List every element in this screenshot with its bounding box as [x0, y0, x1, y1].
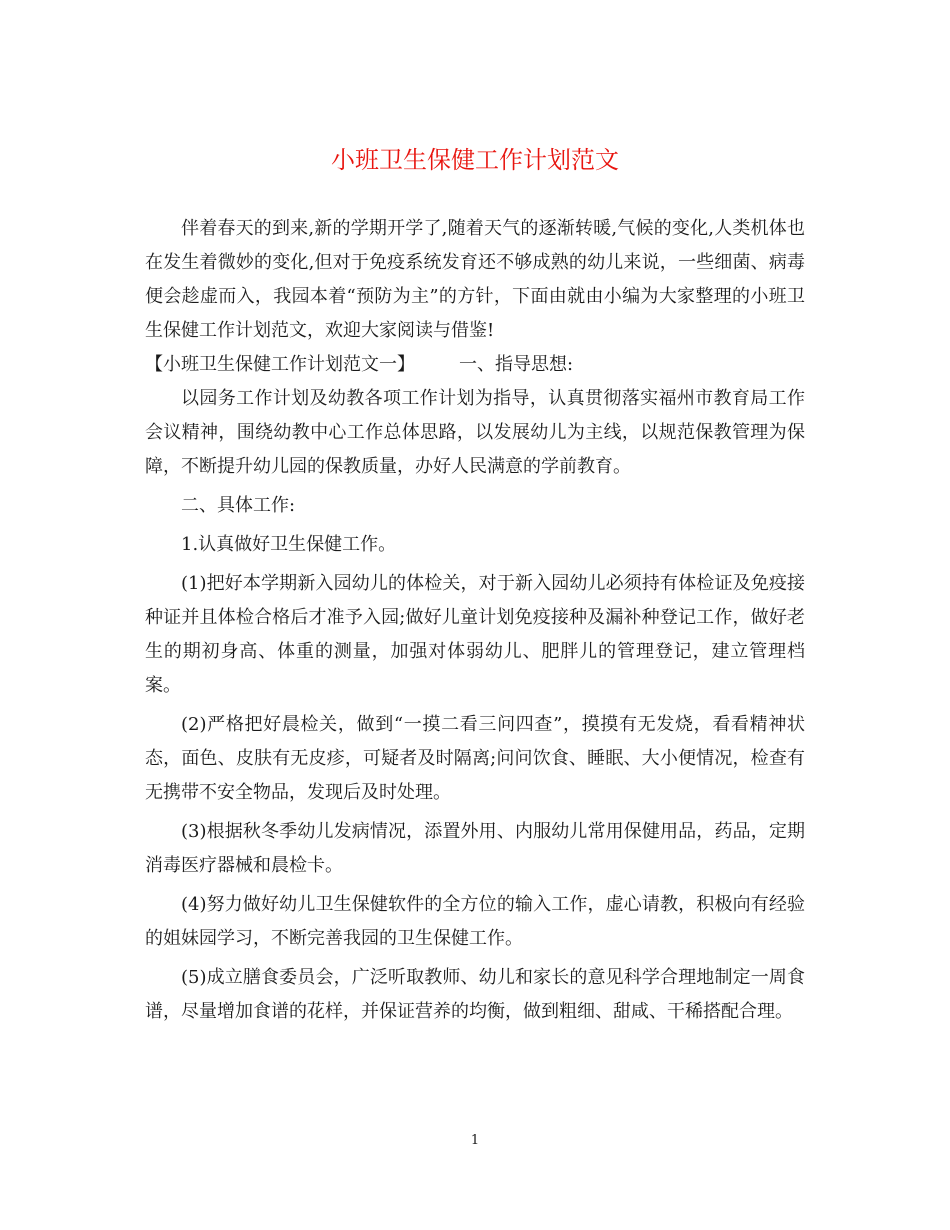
item1-5-paragraph: (5)成立膳食委员会，广泛听取教师、幼儿和家长的意见科学合理地制定一周食谱，尽量增加食谱的花样，并保证营养的均衡，做到粗细、甜咸、干稀搭配合理。 [145, 967, 805, 1022]
section-heading: 一、指导思想: [459, 354, 574, 375]
document-title: 小班卫生保健工作计划范文 [331, 146, 619, 174]
item1-heading: 1.认真做好卫生保健工作。 [181, 534, 397, 555]
guiding-paragraph: 以园务工作计划及幼教各项工作计划为指导，认真贯彻落实福州市教育局工作会议精神，围绕幼教中心工作总体思路，以发展幼儿为主线，以规范保教管理为保障，不断提升幼儿园的保教质量，办好人民满意的学前教育。 [145, 388, 805, 477]
section-label: 【小班卫生保健工作计划范文一】 [145, 354, 415, 375]
intro-paragraph: 伴着春天的到来,新的学期开学了,随着天气的逐渐转暖,气候的变化,人类机体也在发生着微妙的变化,但对于免疫系统发育还不够成熟的幼儿来说，一些细菌、病毒便会趁虚而入，我园本着“预防为主”的方针，下面由就由小编为大家整理的小班卫生保健工作计划范文，欢迎大家阅读与借鉴! [145, 218, 805, 341]
document-body [145, 212, 805, 1029]
section-heading-line [145, 348, 805, 382]
item1-4-paragraph: (4)努力做好幼儿卫生保健软件的全方位的输入工作，虚心请教，积极向有经验的姐妹园学习，不断完善我园的卫生保健工作。 [145, 894, 805, 949]
item1-3-paragraph: (3)根据秋冬季幼儿发病情况，添置外用、内服幼儿常用保健用品，药品，定期消毒医疗器械和晨检卡。 [145, 821, 805, 876]
item1-1-paragraph: (1)把好本学期新入园幼儿的体检关，对于新入园幼儿必须持有体检证及免疫接种证并且体检合格后才准予入园;做好儿童计划免疫接种及漏补种登记工作，做好老生的期初身高、体重的测量，加强对体弱幼儿、肥胖儿的管理登记，建立管理档案。 [145, 573, 805, 696]
part2-heading: 二、具体工作: [181, 495, 296, 516]
item1-2-paragraph: (2)严格把好晨检关，做到“一摸二看三问四查”，摸摸有无发烧，看看精神状态，面色、皮肤有无皮疹，可疑者及时隔离;问问饮食、睡眠、大小便情况，检查有无携带不安全物品，发现后及时处理。 [145, 714, 805, 803]
page-number: 1 [470, 1133, 480, 1148]
